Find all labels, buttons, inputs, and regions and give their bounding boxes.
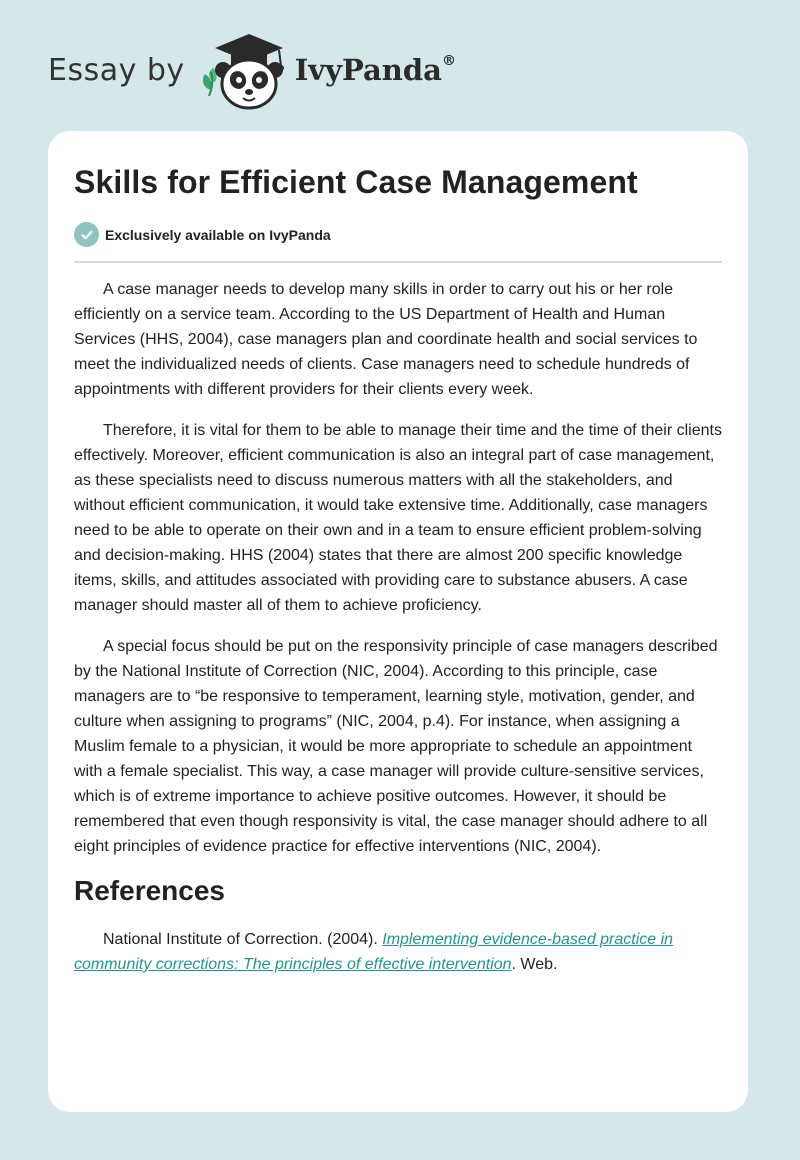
exclusive-badge	[74, 222, 331, 247]
paragraph: A special focus should be put on the responsivity principle of case managers described by the National Institute of Correction (NIC, 2004). According to this principle, case managers are to “be responsive to temperament, learning style, motivation, gender, and culture when assigning to programs” (NIC, 2004, p.4). For instance, when assigning a Muslim female to a physician, it would be more appropriate to schedule an appointment with a female specialist. This way, a case manager will provide culture-sensitive services, which is of extreme importance to achieve positive outcomes. However, it should be remembered that even though responsivity is vital, the case manager should adhere to all eight principles of evidence practice for effective interventions (NIC, 2004).	[74, 638, 718, 855]
references-heading: References	[74, 875, 225, 906]
reference-item	[74, 927, 724, 977]
registered-mark: ®	[441, 53, 456, 70]
brand-name[interactable]	[295, 53, 456, 87]
panda-logo-icon[interactable]	[199, 28, 289, 112]
exclusive-badge-label: Exclusively available on IvyPanda	[105, 226, 331, 243]
essay-by-label: Essay by	[48, 52, 185, 88]
paragraph: A case manager needs to develop many skills in order to carry out his or her role efficiently on a service team. According to the US Department of Health and Human Services (HHS, 2004), case managers plan and coordinate health and social services to meet the individualized needs of clients. Case managers need to schedule hundreds of appointments with different providers for their clients every week.	[74, 281, 698, 398]
check-icon	[74, 222, 99, 247]
essay-body	[74, 277, 724, 993]
paragraph: Therefore, it is vital for them to be able to manage their time and the time of their clients effectively. Moreover, efficient communication is also an integral part of case management, as these specialists need to discuss numerous matters with all the stakeholders, and without efficient communication, it would take extensive time. Additionally, case managers need to be able to operate on their own and in a team to ensure efficient problem-solving and decision-making. HHS (2004) states that there are almost 200 specific knowledge items, skills, and attitudes associated with providing care to substance abusers. A case manager should master all of them to achieve proficiency.	[74, 422, 722, 614]
brand-text: IvyPanda	[294, 53, 442, 87]
title-divider	[74, 261, 722, 263]
reference-suffix: . Web.	[511, 956, 558, 973]
reference-prefix: National Institute of Correction. (2004).	[103, 931, 383, 948]
page-title: Skills for Efficient Case Management	[74, 164, 638, 200]
reference-link[interactable]: Implementing evidence-based practice in community corrections: The principles of effective intervention	[74, 931, 674, 973]
site-header	[48, 28, 456, 112]
essay-card	[48, 131, 748, 1112]
